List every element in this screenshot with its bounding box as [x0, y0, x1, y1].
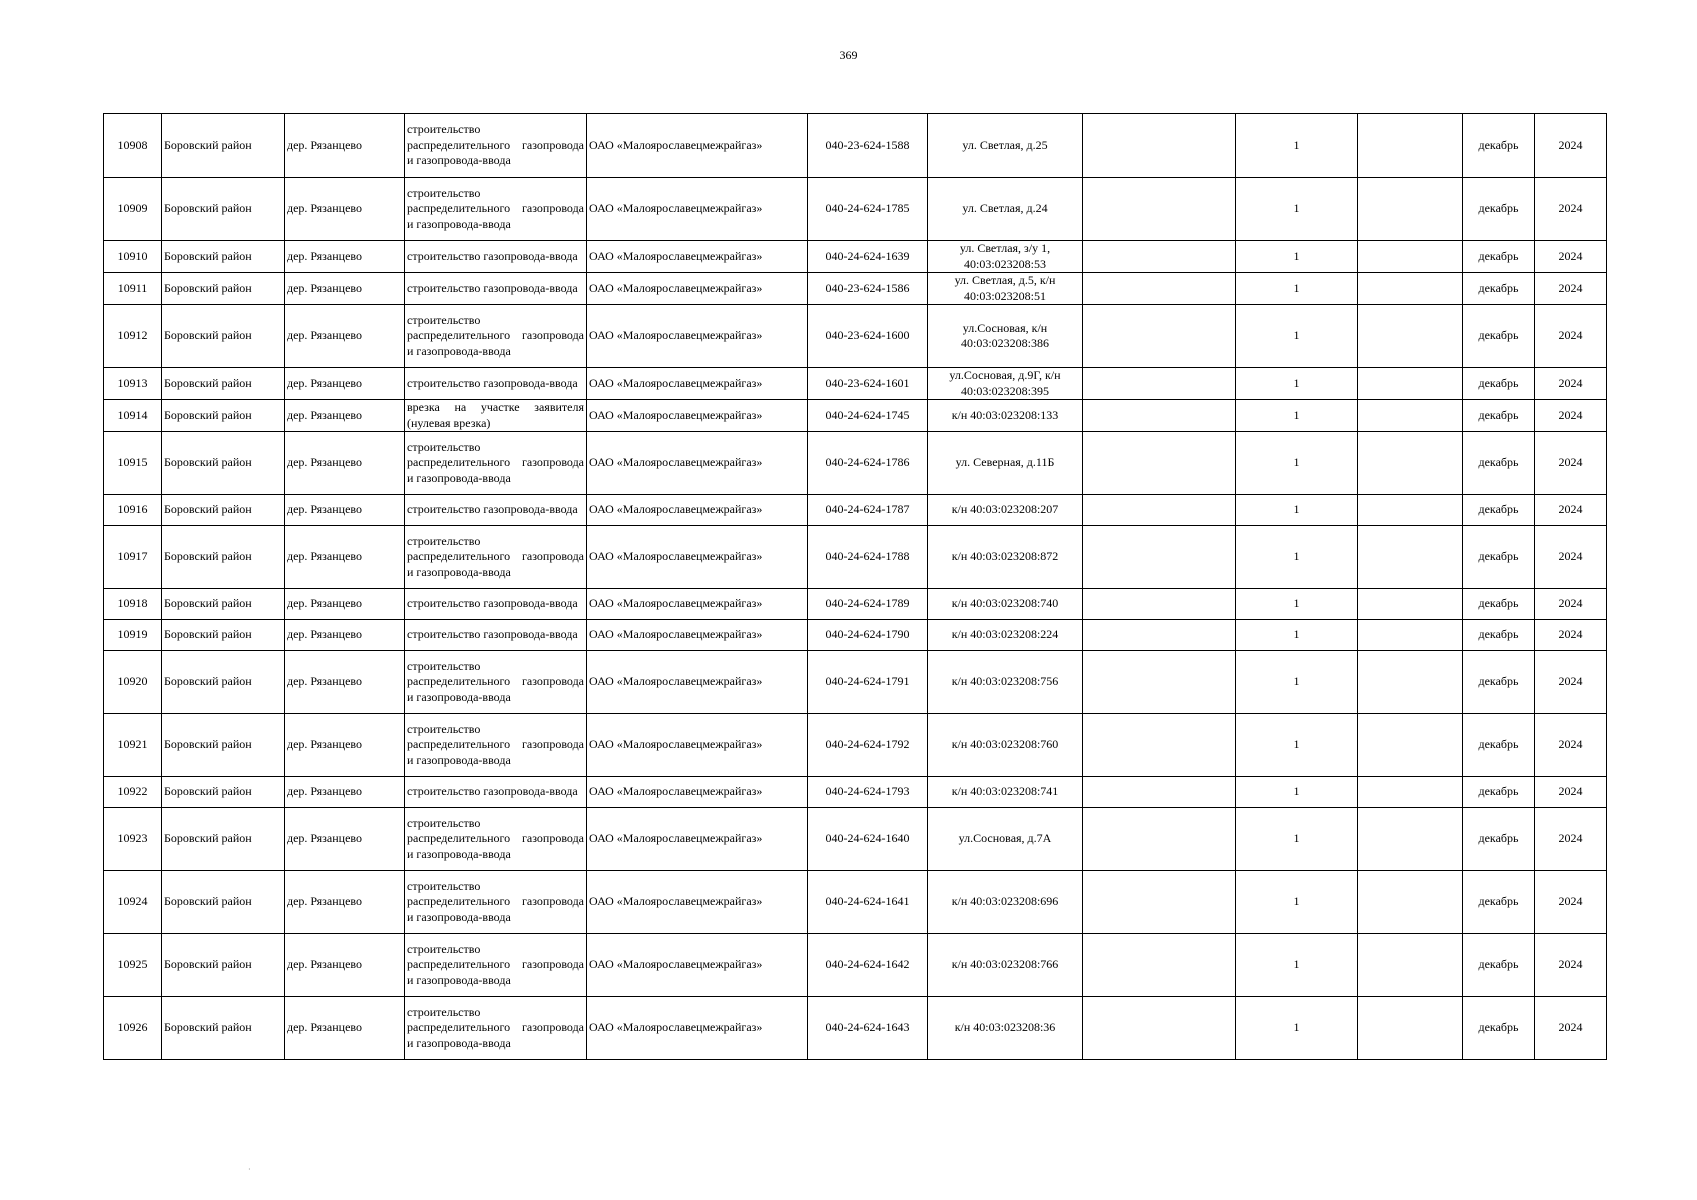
empty-cell: [1358, 400, 1463, 432]
application-code-cell: 040-24-624-1639: [808, 241, 928, 273]
address-cell: ул.Сосновая, к/н 40:03:023208:386: [928, 305, 1083, 368]
year-cell: 2024: [1535, 114, 1607, 178]
organization-cell: ОАО «Малоярославецмежрайгаз»: [587, 934, 808, 997]
empty-cell: [1083, 432, 1236, 495]
quantity-cell: 1: [1236, 651, 1358, 714]
application-code-cell: 040-24-624-1745: [808, 400, 928, 432]
month-cell: декабрь: [1463, 178, 1535, 241]
year-cell: 2024: [1535, 651, 1607, 714]
empty-cell: [1358, 934, 1463, 997]
district-cell: Боровский район: [162, 589, 285, 620]
empty-cell: [1358, 114, 1463, 178]
address-cell: к/н 40:03:023208:740: [928, 589, 1083, 620]
row-number-cell: 10925: [104, 934, 162, 997]
district-cell: Боровский район: [162, 114, 285, 178]
quantity-cell: 1: [1236, 808, 1358, 871]
address-cell: ул. Светлая, д.25: [928, 114, 1083, 178]
year-cell: 2024: [1535, 714, 1607, 777]
district-cell: Боровский район: [162, 651, 285, 714]
address-cell: к/н 40:03:023208:766: [928, 934, 1083, 997]
application-code-cell: 040-24-624-1643: [808, 997, 928, 1060]
settlement-cell: дер. Рязанцево: [285, 241, 405, 273]
year-cell: 2024: [1535, 620, 1607, 651]
work-type-cell: строительство газопровода-ввода: [405, 777, 587, 808]
empty-cell: [1358, 305, 1463, 368]
empty-cell: [1083, 114, 1236, 178]
settlement-cell: дер. Рязанцево: [285, 934, 405, 997]
address-cell: ул. Северная, д.11Б: [928, 432, 1083, 495]
settlement-cell: дер. Рязанцево: [285, 997, 405, 1060]
organization-cell: ОАО «Малоярославецмежрайгаз»: [587, 589, 808, 620]
quantity-cell: 1: [1236, 178, 1358, 241]
work-type-cell: строительство распределительного газопровода и газопровода-ввода: [405, 526, 587, 589]
district-cell: Боровский район: [162, 432, 285, 495]
application-code-cell: 040-24-624-1793: [808, 777, 928, 808]
quantity-cell: 1: [1236, 934, 1358, 997]
application-code-cell: 040-24-624-1791: [808, 651, 928, 714]
row-number-cell: 10909: [104, 178, 162, 241]
quantity-cell: 1: [1236, 714, 1358, 777]
district-cell: Боровский район: [162, 178, 285, 241]
row-number-cell: 10919: [104, 620, 162, 651]
work-type-cell: строительство газопровода-ввода: [405, 273, 587, 305]
gasification-register-table: [103, 113, 1607, 1060]
year-cell: 2024: [1535, 997, 1607, 1060]
settlement-cell: дер. Рязанцево: [285, 526, 405, 589]
work-type-cell: строительство распределительного газопровода и газопровода-ввода: [405, 871, 587, 934]
month-cell: декабрь: [1463, 997, 1535, 1060]
year-cell: 2024: [1535, 495, 1607, 526]
work-type-cell: строительство газопровода-ввода: [405, 368, 587, 400]
year-cell: 2024: [1535, 808, 1607, 871]
table-row: [104, 273, 1607, 305]
table-row: [104, 714, 1607, 777]
address-cell: к/н 40:03:023208:224: [928, 620, 1083, 651]
application-code-cell: 040-23-624-1600: [808, 305, 928, 368]
table-body: [104, 114, 1607, 1060]
year-cell: 2024: [1535, 368, 1607, 400]
empty-cell: [1083, 241, 1236, 273]
application-code-cell: 040-23-624-1601: [808, 368, 928, 400]
district-cell: Боровский район: [162, 495, 285, 526]
empty-cell: [1083, 178, 1236, 241]
settlement-cell: дер. Рязанцево: [285, 589, 405, 620]
row-number-cell: 10916: [104, 495, 162, 526]
empty-cell: [1083, 651, 1236, 714]
row-number-cell: 10911: [104, 273, 162, 305]
table-row: [104, 934, 1607, 997]
organization-cell: ОАО «Малоярославецмежрайгаз»: [587, 400, 808, 432]
empty-cell: [1358, 273, 1463, 305]
empty-cell: [1358, 651, 1463, 714]
row-number-cell: 10910: [104, 241, 162, 273]
row-number-cell: 10913: [104, 368, 162, 400]
organization-cell: ОАО «Малоярославецмежрайгаз»: [587, 651, 808, 714]
month-cell: декабрь: [1463, 526, 1535, 589]
table-row: [104, 241, 1607, 273]
quantity-cell: 1: [1236, 432, 1358, 495]
empty-cell: [1083, 997, 1236, 1060]
empty-cell: [1083, 273, 1236, 305]
application-code-cell: 040-24-624-1788: [808, 526, 928, 589]
settlement-cell: дер. Рязанцево: [285, 495, 405, 526]
table-row: [104, 589, 1607, 620]
month-cell: декабрь: [1463, 495, 1535, 526]
empty-cell: [1083, 305, 1236, 368]
row-number-cell: 10923: [104, 808, 162, 871]
month-cell: декабрь: [1463, 305, 1535, 368]
work-type-cell: строительство распределительного газопровода и газопровода-ввода: [405, 714, 587, 777]
district-cell: Боровский район: [162, 777, 285, 808]
year-cell: 2024: [1535, 432, 1607, 495]
quantity-cell: 1: [1236, 589, 1358, 620]
quantity-cell: 1: [1236, 273, 1358, 305]
table-row: [104, 777, 1607, 808]
table-row: [104, 620, 1607, 651]
row-number-cell: 10921: [104, 714, 162, 777]
work-type-cell: строительство распределительного газопровода и газопровода-ввода: [405, 178, 587, 241]
table-row: [104, 400, 1607, 432]
district-cell: Боровский район: [162, 273, 285, 305]
row-number-cell: 10926: [104, 997, 162, 1060]
empty-cell: [1083, 526, 1236, 589]
month-cell: декабрь: [1463, 432, 1535, 495]
month-cell: декабрь: [1463, 871, 1535, 934]
row-number-cell: 10914: [104, 400, 162, 432]
empty-cell: [1358, 714, 1463, 777]
empty-cell: [1358, 997, 1463, 1060]
quantity-cell: 1: [1236, 997, 1358, 1060]
district-cell: Боровский район: [162, 620, 285, 651]
application-code-cell: 040-23-624-1586: [808, 273, 928, 305]
work-type-cell: строительство распределительного газопровода и газопровода-ввода: [405, 432, 587, 495]
year-cell: 2024: [1535, 934, 1607, 997]
organization-cell: ОАО «Малоярославецмежрайгаз»: [587, 178, 808, 241]
organization-cell: ОАО «Малоярославецмежрайгаз»: [587, 777, 808, 808]
empty-cell: [1358, 495, 1463, 526]
table-row: [104, 368, 1607, 400]
quantity-cell: 1: [1236, 114, 1358, 178]
empty-cell: [1358, 178, 1463, 241]
month-cell: декабрь: [1463, 777, 1535, 808]
district-cell: Боровский район: [162, 808, 285, 871]
district-cell: Боровский район: [162, 526, 285, 589]
settlement-cell: дер. Рязанцево: [285, 871, 405, 934]
month-cell: декабрь: [1463, 934, 1535, 997]
settlement-cell: дер. Рязанцево: [285, 305, 405, 368]
application-code-cell: 040-24-624-1786: [808, 432, 928, 495]
work-type-cell: строительство газопровода-ввода: [405, 589, 587, 620]
month-cell: декабрь: [1463, 651, 1535, 714]
address-cell: к/н 40:03:023208:133: [928, 400, 1083, 432]
address-cell: к/н 40:03:023208:696: [928, 871, 1083, 934]
page-number: 369: [839, 48, 858, 62]
district-cell: Боровский район: [162, 368, 285, 400]
table-row: [104, 305, 1607, 368]
row-number-cell: 10917: [104, 526, 162, 589]
work-type-cell: строительство газопровода-ввода: [405, 620, 587, 651]
row-number-cell: 10912: [104, 305, 162, 368]
organization-cell: ОАО «Малоярославецмежрайгаз»: [587, 432, 808, 495]
work-type-cell: строительство распределительного газопровода и газопровода-ввода: [405, 934, 587, 997]
month-cell: декабрь: [1463, 241, 1535, 273]
application-code-cell: 040-24-624-1640: [808, 808, 928, 871]
district-cell: Боровский район: [162, 241, 285, 273]
row-number-cell: 10908: [104, 114, 162, 178]
organization-cell: ОАО «Малоярославецмежрайгаз»: [587, 714, 808, 777]
work-type-cell: строительство распределительного газопровода и газопровода-ввода: [405, 114, 587, 178]
address-cell: к/н 40:03:023208:872: [928, 526, 1083, 589]
scan-mark: ·: [248, 1165, 251, 1174]
application-code-cell: 040-24-624-1785: [808, 178, 928, 241]
district-cell: Боровский район: [162, 997, 285, 1060]
empty-cell: [1358, 871, 1463, 934]
empty-cell: [1083, 934, 1236, 997]
application-code-cell: 040-24-624-1787: [808, 495, 928, 526]
row-number-cell: 10915: [104, 432, 162, 495]
settlement-cell: дер. Рязанцево: [285, 777, 405, 808]
quantity-cell: 1: [1236, 400, 1358, 432]
address-cell: ул. Светлая, д.5, к/н 40:03:023208:51: [928, 273, 1083, 305]
year-cell: 2024: [1535, 526, 1607, 589]
table-row: [104, 526, 1607, 589]
table-row: [104, 871, 1607, 934]
empty-cell: [1083, 714, 1236, 777]
organization-cell: ОАО «Малоярославецмежрайгаз»: [587, 808, 808, 871]
settlement-cell: дер. Рязанцево: [285, 714, 405, 777]
row-number-cell: 10922: [104, 777, 162, 808]
table-row: [104, 178, 1607, 241]
quantity-cell: 1: [1236, 871, 1358, 934]
month-cell: декабрь: [1463, 368, 1535, 400]
address-cell: к/н 40:03:023208:760: [928, 714, 1083, 777]
application-code-cell: 040-23-624-1588: [808, 114, 928, 178]
empty-cell: [1083, 400, 1236, 432]
quantity-cell: 1: [1236, 777, 1358, 808]
empty-cell: [1358, 777, 1463, 808]
table-row: [104, 495, 1607, 526]
month-cell: декабрь: [1463, 808, 1535, 871]
quantity-cell: 1: [1236, 526, 1358, 589]
row-number-cell: 10918: [104, 589, 162, 620]
year-cell: 2024: [1535, 589, 1607, 620]
quantity-cell: 1: [1236, 368, 1358, 400]
settlement-cell: дер. Рязанцево: [285, 432, 405, 495]
work-type-cell: врезка на участке заявителя (нулевая врезка): [405, 400, 587, 432]
empty-cell: [1358, 368, 1463, 400]
address-cell: ул. Светлая, д.24: [928, 178, 1083, 241]
settlement-cell: дер. Рязанцево: [285, 620, 405, 651]
organization-cell: ОАО «Малоярославецмежрайгаз»: [587, 620, 808, 651]
table-row: [104, 114, 1607, 178]
table-row: [104, 432, 1607, 495]
empty-cell: [1083, 368, 1236, 400]
district-cell: Боровский район: [162, 400, 285, 432]
address-cell: к/н 40:03:023208:741: [928, 777, 1083, 808]
district-cell: Боровский район: [162, 871, 285, 934]
address-cell: к/н 40:03:023208:207: [928, 495, 1083, 526]
quantity-cell: 1: [1236, 495, 1358, 526]
organization-cell: ОАО «Малоярославецмежрайгаз»: [587, 114, 808, 178]
application-code-cell: 040-24-624-1641: [808, 871, 928, 934]
month-cell: декабрь: [1463, 589, 1535, 620]
month-cell: декабрь: [1463, 273, 1535, 305]
empty-cell: [1083, 777, 1236, 808]
work-type-cell: строительство газопровода-ввода: [405, 241, 587, 273]
table-row: [104, 808, 1607, 871]
row-number-cell: 10920: [104, 651, 162, 714]
year-cell: 2024: [1535, 777, 1607, 808]
settlement-cell: дер. Рязанцево: [285, 400, 405, 432]
organization-cell: ОАО «Малоярославецмежрайгаз»: [587, 273, 808, 305]
empty-cell: [1358, 241, 1463, 273]
year-cell: 2024: [1535, 400, 1607, 432]
row-number-cell: 10924: [104, 871, 162, 934]
application-code-cell: 040-24-624-1790: [808, 620, 928, 651]
district-cell: Боровский район: [162, 934, 285, 997]
district-cell: Боровский район: [162, 305, 285, 368]
application-code-cell: 040-24-624-1642: [808, 934, 928, 997]
organization-cell: ОАО «Малоярославецмежрайгаз»: [587, 495, 808, 526]
organization-cell: ОАО «Малоярославецмежрайгаз»: [587, 997, 808, 1060]
quantity-cell: 1: [1236, 620, 1358, 651]
organization-cell: ОАО «Малоярославецмежрайгаз»: [587, 241, 808, 273]
year-cell: 2024: [1535, 178, 1607, 241]
empty-cell: [1083, 589, 1236, 620]
table-row: [104, 997, 1607, 1060]
settlement-cell: дер. Рязанцево: [285, 808, 405, 871]
application-code-cell: 040-24-624-1789: [808, 589, 928, 620]
organization-cell: ОАО «Малоярославецмежрайгаз»: [587, 526, 808, 589]
settlement-cell: дер. Рязанцево: [285, 114, 405, 178]
table-row: [104, 651, 1607, 714]
work-type-cell: строительство распределительного газопровода и газопровода-ввода: [405, 651, 587, 714]
settlement-cell: дер. Рязанцево: [285, 178, 405, 241]
quantity-cell: 1: [1236, 305, 1358, 368]
settlement-cell: дер. Рязанцево: [285, 273, 405, 305]
year-cell: 2024: [1535, 241, 1607, 273]
empty-cell: [1358, 620, 1463, 651]
year-cell: 2024: [1535, 305, 1607, 368]
address-cell: ул.Сосновая, д.7А: [928, 808, 1083, 871]
work-type-cell: строительство распределительного газопровода и газопровода-ввода: [405, 305, 587, 368]
month-cell: декабрь: [1463, 620, 1535, 651]
empty-cell: [1083, 620, 1236, 651]
month-cell: декабрь: [1463, 400, 1535, 432]
application-code-cell: 040-24-624-1792: [808, 714, 928, 777]
settlement-cell: дер. Рязанцево: [285, 651, 405, 714]
address-cell: к/н 40:03:023208:756: [928, 651, 1083, 714]
year-cell: 2024: [1535, 273, 1607, 305]
district-cell: Боровский район: [162, 714, 285, 777]
empty-cell: [1358, 808, 1463, 871]
month-cell: декабрь: [1463, 114, 1535, 178]
address-cell: ул. Светлая, з/у 1, 40:03:023208:53: [928, 241, 1083, 273]
address-cell: к/н 40:03:023208:36: [928, 997, 1083, 1060]
empty-cell: [1083, 808, 1236, 871]
month-cell: декабрь: [1463, 714, 1535, 777]
organization-cell: ОАО «Малоярославецмежрайгаз»: [587, 305, 808, 368]
work-type-cell: строительство распределительного газопровода и газопровода-ввода: [405, 997, 587, 1060]
quantity-cell: 1: [1236, 241, 1358, 273]
empty-cell: [1358, 589, 1463, 620]
settlement-cell: дер. Рязанцево: [285, 368, 405, 400]
work-type-cell: строительство газопровода-ввода: [405, 495, 587, 526]
organization-cell: ОАО «Малоярославецмежрайгаз»: [587, 871, 808, 934]
work-type-cell: строительство распределительного газопровода и газопровода-ввода: [405, 808, 587, 871]
organization-cell: ОАО «Малоярославецмежрайгаз»: [587, 368, 808, 400]
empty-cell: [1358, 432, 1463, 495]
empty-cell: [1083, 871, 1236, 934]
empty-cell: [1083, 495, 1236, 526]
empty-cell: [1358, 526, 1463, 589]
year-cell: 2024: [1535, 871, 1607, 934]
address-cell: ул.Сосновая, д.9Г, к/н 40:03:023208:395: [928, 368, 1083, 400]
